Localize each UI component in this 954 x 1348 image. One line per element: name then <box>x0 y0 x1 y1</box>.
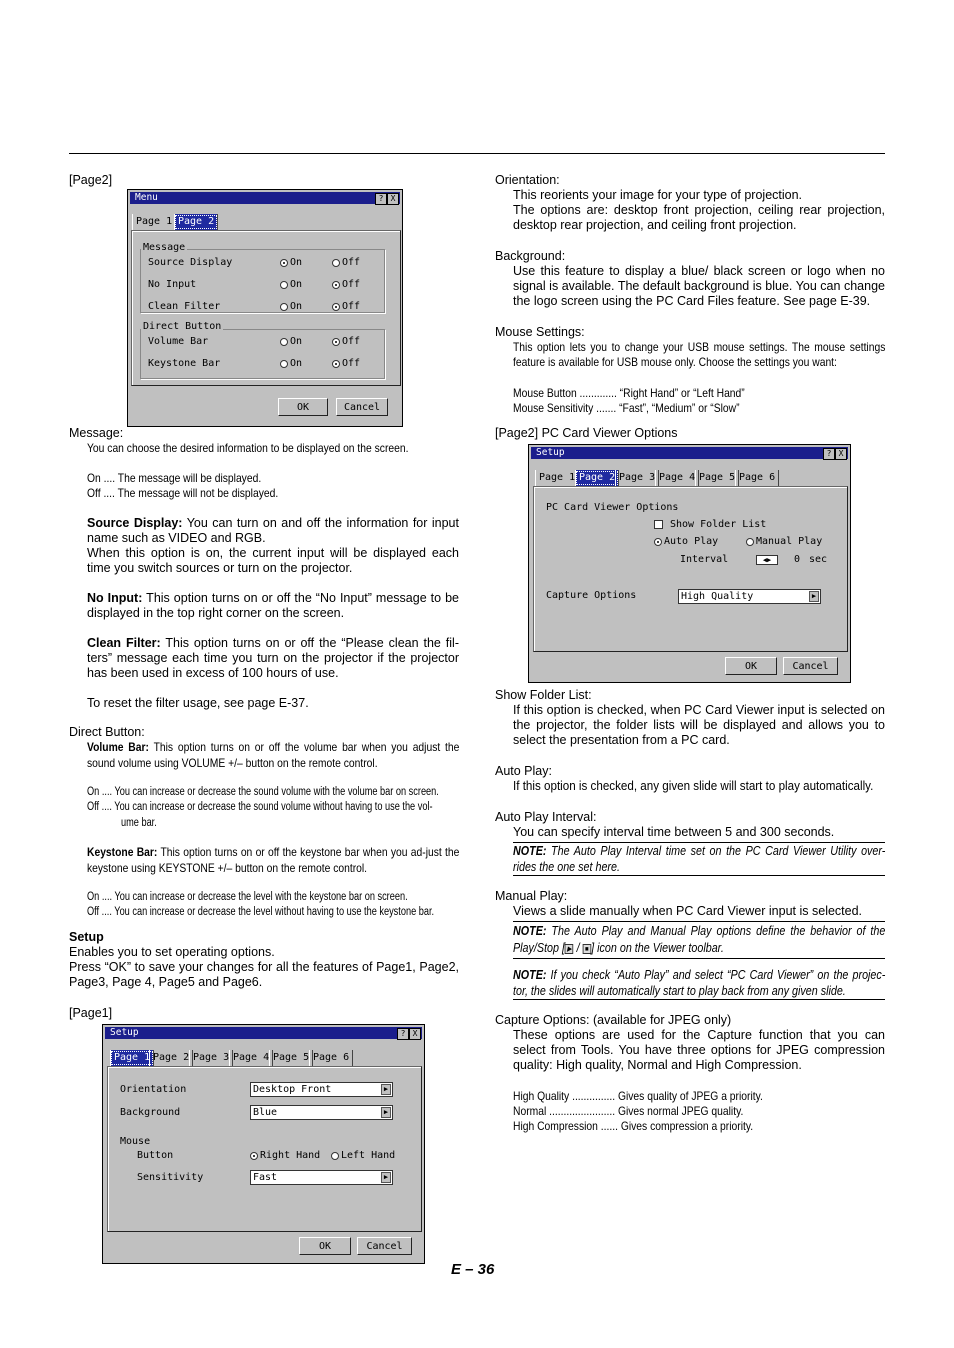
group-label-direct-button: Direct Button <box>143 321 222 332</box>
clean-filter-paragraph <box>87 636 459 681</box>
no-input-paragraph <box>87 591 459 621</box>
clean-filter-term: Clean Filter: <box>87 636 161 650</box>
tab-page-2[interactable]: Page 2 <box>174 214 218 230</box>
keystone-bar-text: This option turns on or off the keystone bar when you ad-just the keystone using KEYSTONE +/– button on the remote control. <box>87 845 460 875</box>
row-label: Keystone Bar <box>148 358 221 369</box>
close-button[interactable]: X <box>387 193 399 205</box>
auto-play-label: Auto Play <box>664 536 719 547</box>
auto-play-heading: Auto Play: <box>495 764 552 778</box>
radio-off-label: Off <box>342 358 361 369</box>
note-rule <box>513 921 885 922</box>
tab-page-5[interactable]: Page 5 <box>695 470 739 486</box>
help-button[interactable]: ? <box>397 1028 409 1040</box>
setup-line1: Enables you to set operating options. <box>69 945 275 959</box>
show-folder-text: If this option is checked, when PC Card Viewer input is selected on the projector, the folder lists will be displayed and allows you to select the presentation from a PC card. <box>513 703 885 747</box>
show-folder-label: Show Folder List <box>670 519 767 530</box>
radio-off-label: Off <box>342 257 361 268</box>
pccard-viewer-dialog <box>528 444 851 683</box>
manual-play-text: Views a slide manually when PC Card Viewer input is selected. <box>513 904 863 918</box>
help-button[interactable]: ? <box>823 448 835 460</box>
note-rule <box>513 842 885 843</box>
setup-dialog-titlebar <box>105 1027 422 1039</box>
dropdown-arrow-icon: ▶ <box>381 1172 391 1183</box>
radio-on[interactable] <box>280 259 288 267</box>
auto-interval-heading: Auto Play Interval: <box>495 810 597 824</box>
note-label: NOTE: <box>513 968 547 982</box>
left-hand-label: Left Hand <box>341 1150 396 1161</box>
radio-on-label: On <box>290 301 303 312</box>
note-1-text: The Auto Play Interval time set on the PC Card Viewer Utility over-rides the one set here. <box>513 844 886 874</box>
source-display-paragraph <box>87 516 459 576</box>
radio-manual-play[interactable] <box>746 538 754 546</box>
direct-button-heading: Direct Button: <box>69 725 145 739</box>
orientation-select[interactable] <box>250 1082 393 1097</box>
capture-normal: Normal ....................... Gives normal JPEG quality. <box>513 1104 744 1118</box>
background-value: Blue <box>253 1107 278 1118</box>
note-label: NOTE: <box>513 844 547 858</box>
tab-page-4[interactable]: Page 4 <box>655 470 699 486</box>
message-on: On .... The message will be displayed. <box>87 471 262 485</box>
note-3-text: If you check “Auto Play” and select “PC Card Viewer” on the projec-tor, the slides will automatically start to play back from any given slide. <box>513 968 886 998</box>
note-2-text-b: / <box>576 941 580 955</box>
tab-page-6[interactable]: Page 6 <box>309 1050 353 1066</box>
cancel-button[interactable]: Cancel <box>357 1237 412 1255</box>
sec-label: sec <box>809 554 828 565</box>
close-button[interactable]: X <box>409 1028 421 1040</box>
radio-left-hand[interactable] <box>331 1152 339 1160</box>
interval-value: 0 <box>794 554 801 565</box>
no-input-text: This option turns on or off the “No Input” message to be displayed in the top right corner on the screen. <box>87 591 459 620</box>
page2-caption: [Page2] <box>69 173 113 187</box>
tab-page-2[interactable]: Page 2 <box>149 1050 193 1066</box>
dialog-title: Menu <box>135 192 158 203</box>
orientation-value: Desktop Front <box>253 1084 332 1095</box>
tab-page-1[interactable]: Page 1 <box>535 470 579 486</box>
radio-on-label: On <box>290 336 303 347</box>
message-heading: Message: <box>69 426 124 440</box>
setup-dialog-titlebar <box>531 447 848 459</box>
cancel-button[interactable]: Cancel <box>336 398 388 416</box>
note-2 <box>513 923 885 957</box>
help-button[interactable]: ? <box>375 193 387 205</box>
note-label: NOTE: <box>513 924 547 938</box>
menu-dialog <box>127 189 403 427</box>
note-rule <box>513 999 885 1000</box>
mouse-settings-heading: Mouse Settings: <box>495 325 585 339</box>
radio-off[interactable] <box>332 303 340 311</box>
source-display-text: You can turn on and off the information for input name such as VIDEO and RGB. <box>87 516 459 545</box>
radio-on-label: On <box>290 279 303 290</box>
message-intro: You can choose the desired information to be displayed on the screen. <box>87 441 409 455</box>
tab-page-3[interactable]: Page 3 <box>189 1050 233 1066</box>
mouse-sensitivity-option: Mouse Sensitivity ....... “Fast”, “Medium” or “Slow” <box>513 401 740 415</box>
radio-on[interactable] <box>280 303 288 311</box>
dialog-title: Setup <box>536 447 565 458</box>
radio-on-label: On <box>290 257 303 268</box>
manual-play-label: Manual Play <box>756 536 823 547</box>
interval-label: Interval <box>680 554 729 565</box>
radio-off[interactable] <box>332 259 340 267</box>
keystone-on: On .... You can increase or decrease the level with the keystone bar on screen. <box>87 891 408 903</box>
row-label: Clean Filter <box>148 301 221 312</box>
radio-on[interactable] <box>280 338 288 346</box>
orientation-label: Orientation <box>120 1084 187 1095</box>
ok-button[interactable]: OK <box>299 1237 351 1255</box>
row-label: Source Display <box>148 257 233 268</box>
background-heading: Background: <box>495 249 566 263</box>
setup-heading: Setup <box>69 930 104 944</box>
tab-page-5[interactable]: Page 5 <box>269 1050 313 1066</box>
message-off: Off .... The message will not be displayed. <box>87 486 279 500</box>
tab-page-3[interactable]: Page 3 <box>615 470 659 486</box>
show-folder-heading: Show Folder List: <box>495 688 592 702</box>
background-text: Use this feature to display a blue/ black screen or logo when no signal is available. The default background is blue. You can change the logo screen using the PC Card Files feature. See page E-39. <box>513 264 885 308</box>
volume-off-line2: ume bar. <box>121 817 157 829</box>
page1-caption: [Page1] <box>69 1006 113 1020</box>
ok-button[interactable]: OK <box>278 398 328 416</box>
show-folder-checkbox[interactable] <box>654 520 663 529</box>
right-hand-label: Right Hand <box>260 1150 321 1161</box>
manual-play-heading: Manual Play: <box>495 889 568 903</box>
tab-page-4[interactable]: Page 4 <box>229 1050 273 1066</box>
cancel-button[interactable]: Cancel <box>783 657 838 675</box>
radio-right-hand[interactable] <box>250 1152 258 1160</box>
note-rule <box>513 958 885 959</box>
note-2-text-a: The Auto Play and Manual Play options define the behavior of the Play/Stop [ <box>513 924 886 955</box>
mouse-label: Mouse <box>120 1136 151 1147</box>
radio-on-label: On <box>290 358 303 369</box>
clean-filter-text: This option turns on or off the “Please clean the fil-ters” message each time you turn on the projector if the projector has been used in excess of 100 hours of use. <box>87 636 459 680</box>
radio-on[interactable] <box>280 281 288 289</box>
radio-off-label: Off <box>342 279 361 290</box>
background-label: Background <box>120 1107 181 1118</box>
volume-bar-paragraph <box>87 740 459 771</box>
capture-options-label: Capture Options <box>546 590 637 601</box>
sensitivity-select[interactable] <box>250 1170 393 1185</box>
tab-page-1[interactable]: Page 1 <box>132 214 176 230</box>
row-label: No Input <box>148 279 197 290</box>
sensitivity-label: Sensitivity <box>137 1172 204 1183</box>
note-2-text-c: ] icon on the Viewer toolbar. <box>591 941 724 955</box>
capture-text: These options are used for the Capture function that you can select from Tools. You have three options for JPEG compression quality: High quality, Normal and High Compression. <box>513 1028 885 1072</box>
setup-line2: Press “OK” to save your changes for all the features of Page1, Page2, Page3, Page 4, Page5 and Page6. <box>69 960 459 989</box>
dialog-title: Setup <box>110 1027 139 1038</box>
tab-page-2[interactable]: Page 2 <box>575 470 619 486</box>
volume-off-line1: Off .... You can increase or decrease the sound volume without having to use the vol- <box>87 801 433 813</box>
source-display-term: Source Display: <box>87 516 183 530</box>
orientation-heading: Orientation: <box>495 173 560 187</box>
dropdown-arrow-icon: ▶ <box>381 1107 391 1118</box>
pccard-caption: [Page2] PC Card Viewer Options <box>495 426 678 440</box>
dropdown-arrow-icon: ▶ <box>809 591 819 602</box>
sensitivity-value: Fast <box>253 1172 278 1183</box>
capture-heading: Capture Options: (available for JPEG only) <box>495 1013 732 1027</box>
reset-filter-text: To reset the filter usage, see page E-37. <box>87 696 309 710</box>
interval-stepper[interactable]: ◀▶ <box>756 555 778 565</box>
keystone-bar-term: Keystone Bar: <box>87 845 158 859</box>
orientation-text2: The options are: desktop front projection, ceiling rear projection, desktop rear projection, and ceiling front projection. <box>513 203 885 232</box>
radio-auto-play[interactable] <box>654 538 662 546</box>
volume-bar-term: Volume Bar: <box>87 740 149 754</box>
auto-play-text: If this option is checked, any given slide will start to play automatically. <box>513 779 874 793</box>
page-number: E – 36 <box>451 1261 495 1278</box>
radio-off[interactable] <box>332 360 340 368</box>
tab-page-1[interactable]: Page 1 <box>110 1050 154 1066</box>
mouse-settings-text: This option lets you to change your USB mouse settings. The mouse settings feature is available for USB mouse only. Choose the settings you want: <box>513 340 886 369</box>
no-input-term: No Input: <box>87 591 143 605</box>
close-button[interactable]: X <box>835 448 847 460</box>
mouse-button-option: Mouse Button ............. “Right Hand” or “Left Hand” <box>513 386 745 400</box>
background-select[interactable] <box>250 1105 393 1120</box>
group-label-message: Message <box>143 242 186 253</box>
radio-off[interactable] <box>332 338 340 346</box>
volume-bar-text: This option turns on or off the volume bar when you adjust the sound volume using VOLUME +/– button on the remote control. <box>87 740 460 770</box>
keystone-bar-paragraph <box>87 845 459 876</box>
tab-page-6[interactable]: Page 6 <box>735 470 779 486</box>
capture-options-select[interactable] <box>678 589 821 604</box>
note-3 <box>513 967 885 999</box>
auto-interval-text: You can specify interval time between 5 and 300 seconds. <box>513 825 835 839</box>
capture-high-quality: High Quality ............... Gives quality of JPEG a priority. <box>513 1089 763 1103</box>
play-icon: ▶ <box>566 945 572 953</box>
orientation-text1: This reorients your image for your type of projection. <box>513 188 803 202</box>
row-label: Volume Bar <box>148 336 209 347</box>
radio-off[interactable] <box>332 281 340 289</box>
radio-on[interactable] <box>280 360 288 368</box>
top-rule <box>69 153 885 154</box>
setup-page1-dialog <box>102 1024 425 1264</box>
menu-dialog-titlebar <box>130 192 400 204</box>
capture-high-compression: High Compression ...... Gives compression a priority. <box>513 1119 754 1133</box>
ok-button[interactable]: OK <box>725 657 777 675</box>
volume-on: On .... You can increase or decrease the sound volume with the volume bar on screen. <box>87 786 439 798</box>
note-1 <box>513 844 885 875</box>
radio-off-label: Off <box>342 301 361 312</box>
keystone-off: Off .... You can increase or decrease the level without having to use the keystone bar. <box>87 906 435 918</box>
button-label: Button <box>137 1150 174 1161</box>
source-display-text2: When this option is on, the current input will be displayed each time you switch sources or turn on the projector. <box>87 546 459 575</box>
radio-off-label: Off <box>342 336 361 347</box>
dropdown-arrow-icon: ▶ <box>381 1084 391 1095</box>
section-label: PC Card Viewer Options <box>546 502 679 513</box>
stop-icon: ■ <box>583 944 592 954</box>
note-rule <box>513 875 885 876</box>
capture-value: High Quality <box>681 591 754 602</box>
